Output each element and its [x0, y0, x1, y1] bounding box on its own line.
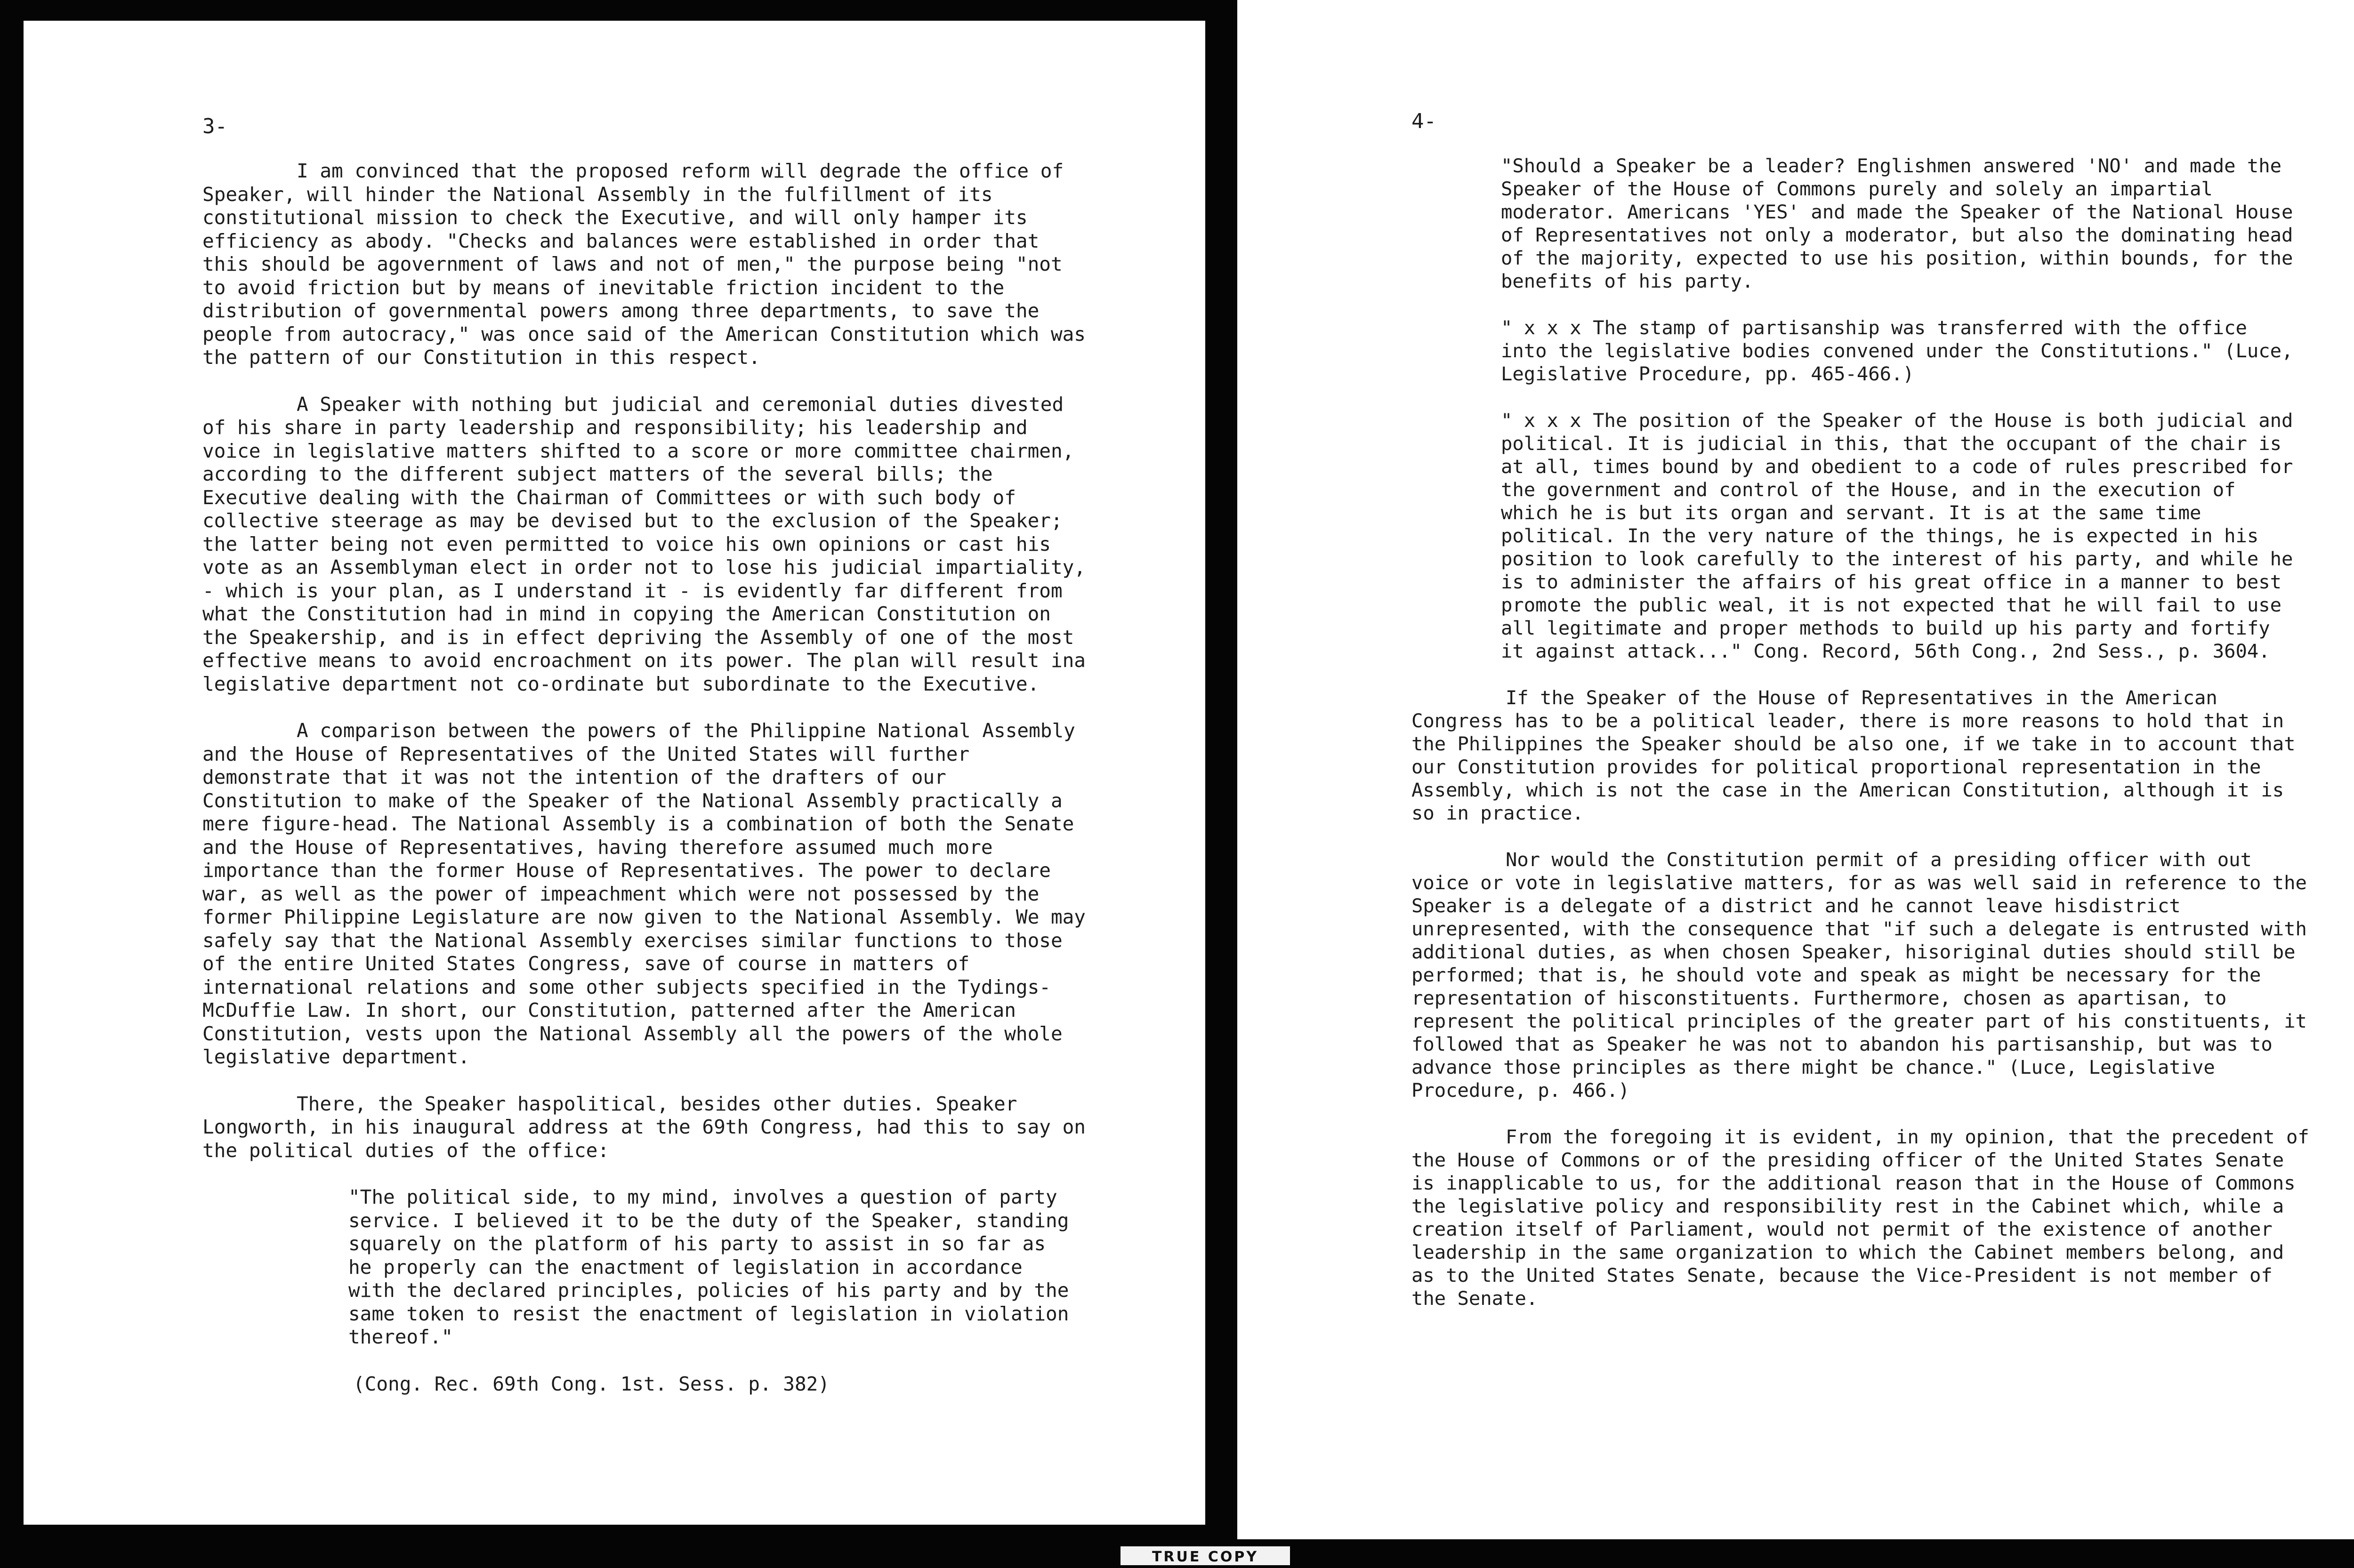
block-quote: " x x x The stamp of partisanship was transferred with the office into the legislative bodies convened under the Constitutions." (Luce, Legislative Procedure, pp. 465-466.)	[1501, 316, 2293, 385]
document-page-left	[24, 21, 1205, 1525]
paragraph: From the foregoing it is evident, in my opinion, that the precedent of the House of Commons or of the presiding officer of the United States Senate is inapplicable to us, for the additional reason that in the House of Commons the legislative policy and responsibility rest in the Cabinet which, while a creation itself of Parliament, would not permit of the existence of another leadership in the same organization to which the Cabinet members belong, and as to the United States Senate, because the Vice-President is not member of the Senate.	[1411, 1126, 2309, 1310]
paragraph: Nor would the Constitution permit of a presiding officer with out voice or vote in legislative matters, for as was well said in reference to the Speaker is a delegate of a district and he cannot leave hisdistrict unrepresented, with the consequence that "if such a delegate is entrusted with additional duties, as when chosen Speaker, hisoriginal duties should still be performed; that is, he should vote and speak as might be necessary for the representation of hisconstituents. Furthermore, chosen as apartisan, to represent the political principles of the greater part of his constituents, it followed that as Speaker he was not to abandon his partisanship, but was to advance those principles as there might be chance." (Luce, Legislative Procedure, p. 466.)	[1411, 848, 2307, 1102]
block-quote: "The political side, to my mind, involves a question of party service. I believed it to be the duty of the Speaker, standing squarely on the platform of his party to assist in so far as he properly can the enactment of legislation in accordance with the declared principles, policies of his party and by the same token to resist the enactment of legislation in violation thereof."	[348, 1186, 1069, 1348]
true-copy-stamp: TRUE COPY	[1121, 1546, 1290, 1565]
paragraph: I am convinced that the proposed reform will degrade the office of Speaker, will hinder the National Assembly in the fulfillment of its constitutional mission to check the Executive, and will only hamper its efficiency as abody. "Checks and balances were established in order that this should be agovernment of laws and not of men," the purpose being "not to avoid friction but by means of inevitable friction incident to the distribution of governmental powers among three departments, to save the people from autocracy," was once said of the American Constitution which was the pattern of our Constitution in this respect.	[202, 160, 1086, 369]
paragraph: A Speaker with nothing but judicial and ceremonial duties divested of his share in party leadership and responsibility; his leadership and voice in legislative matters shifted to a score or more committee chairmen, according to the different subject matters of the several bills; the Executive dealing with the Chairman of Committees or with such body of collective steerage as may be devised but to the exclusion of the Speaker; the latter being not even permitted to voice his own opinions or cast his vote as an Assemblyman elect in order not to lose his judicial impartiality, - which is your plan, as I understand it - is evidently far different from what the Constitution had in mind in copying the American Constitution on the Speakership, and is in effect depriving the Assembly of one of the most effective means to avoid encroachment on its power. The plan will result ina legislative department not co-ordinate but subordinate to the Executive.	[202, 393, 1086, 695]
document-page-right	[1237, 0, 2354, 1539]
page-body	[202, 160, 1097, 1396]
page-body	[1411, 154, 2316, 1310]
page-number: 3-	[202, 114, 227, 138]
paragraph: If the Speaker of the House of Representatives in the American Congress has to be a political leader, there is more reasons to hold that in the Philippines the Speaker should be also one, if we take in to account that our Constitution provides for political proportional representation in the Assembly, which is not the case in the American Constitution, although it is so in practice.	[1411, 686, 2296, 824]
block-quote: "Should a Speaker be a leader? Englishmen answered 'NO' and made the Speaker of the House of Commons purely and solely an impartial moderator. Americans 'YES' and made the Speaker of the National House of Representatives not only a moderator, but also the dominating head of the majority, expected to use his position, within bounds, for the benefits of his party.	[1501, 154, 2293, 292]
citation: (Cong. Rec. 69th Cong. 1st. Sess. p. 382)	[353, 1372, 830, 1395]
block-quote: " x x x The position of the Speaker of the House is both judicial and political. It is judicial in this, that the occupant of the chair is at all, times bound by and obedient to a code of rules prescribed for the government and control of the House, and in the execution of which he is but its organ and servant. It is at the same time political. In the very nature of the things, he is expected in his position to look carefully to the interest of his party, and while he is to administer the affairs of his great office in a manner to best promote the public weal, it is not expected that he will fail to use all legitimate and proper methods to build up his party and fortify it against attack..." Cong. Record, 56th Cong., 2nd Sess., p. 3604.	[1501, 409, 2293, 662]
page-number: 4-	[1411, 109, 1436, 133]
paragraph: There, the Speaker haspolitical, besides other duties. Speaker Longworth, in his inaugural address at the 69th Congress, had this to say on the political duties of the office:	[202, 1092, 1086, 1162]
paragraph: A comparison between the powers of the Philippine National Assembly and the House of Representatives of the United States will further demonstrate that it was not the intention of the drafters of our Constitution to make of the Speaker of the National Assembly practically a mere figure-head. The National Assembly is a combination of both the Senate and the House of Representatives, having therefore assumed much more importance than the former House of Representatives. The power to declare war, as well as the power of impeachment which were not possessed by the former Philippine Legislature are now given to the National Assembly. We may safely say that the National Assembly exercises similar functions to those of the entire United States Congress, save of course in matters of international relations and some other subjects specified in the Tydings-McDuffie Law. In short, our Constitution, patterned after the American Constitution, vests upon the National Assembly all the powers of the whole legislative department.	[202, 719, 1086, 1068]
